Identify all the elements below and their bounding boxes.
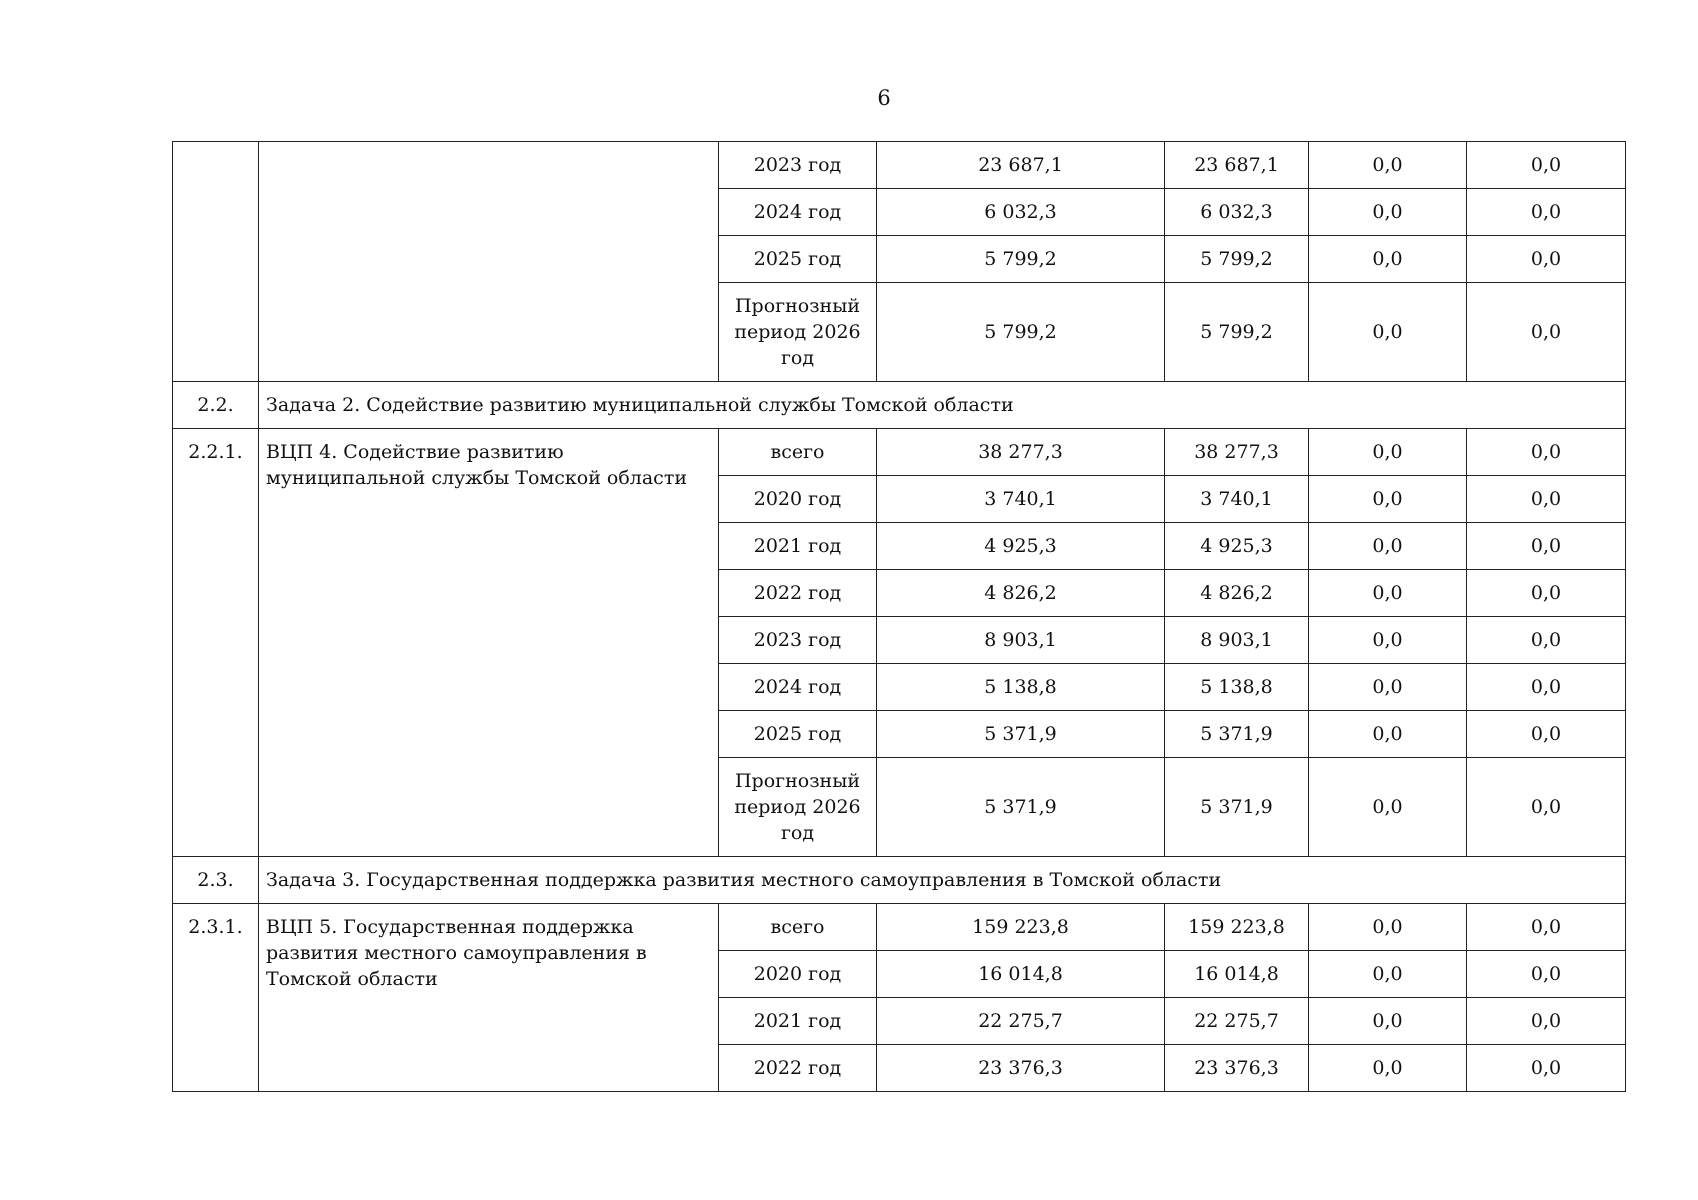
period-cell: 2025 год — [719, 236, 877, 283]
task-number: 2.3. — [173, 857, 259, 904]
value-cell-v4: 0,0 — [1467, 142, 1626, 189]
value-cell-v1: 6 032,3 — [877, 189, 1165, 236]
item-name: ВЦП 4. Содействие развитию муниципальной службы Томской области — [259, 429, 719, 857]
value-cell-v1: 16 014,8 — [877, 951, 1165, 998]
value-cell-v4: 0,0 — [1467, 1045, 1626, 1092]
value-cell-v4: 0,0 — [1467, 998, 1626, 1045]
value-cell-v2: 5 371,9 — [1165, 711, 1309, 758]
task-title: Задача 3. Государственная поддержка развития местного самоуправления в Томской области — [259, 857, 1626, 904]
value-cell-v2: 6 032,3 — [1165, 189, 1309, 236]
period-cell: 2024 год — [719, 189, 877, 236]
value-cell-v4: 0,0 — [1467, 476, 1626, 523]
table-row — [173, 142, 1626, 189]
period-cell: 2021 год — [719, 523, 877, 570]
value-cell-v1: 4 826,2 — [877, 570, 1165, 617]
period-cell: 2023 год — [719, 617, 877, 664]
value-cell-v4: 0,0 — [1467, 429, 1626, 476]
period-cell: Прогнозный период 2026 год — [719, 283, 877, 382]
value-cell-v1: 5 138,8 — [877, 664, 1165, 711]
value-cell-v4: 0,0 — [1467, 523, 1626, 570]
value-cell-v1: 5 371,9 — [877, 711, 1165, 758]
value-cell-v2: 5 799,2 — [1165, 283, 1309, 382]
value-cell-v1: 22 275,7 — [877, 998, 1165, 1045]
value-cell-v3: 0,0 — [1309, 998, 1467, 1045]
period-cell: 2023 год — [719, 142, 877, 189]
table-row — [173, 904, 1626, 951]
value-cell-v1: 5 371,9 — [877, 758, 1165, 857]
value-cell-v3: 0,0 — [1309, 189, 1467, 236]
value-cell-v4: 0,0 — [1467, 236, 1626, 283]
financing-table — [172, 141, 1626, 1092]
value-cell-v1: 23 687,1 — [877, 142, 1165, 189]
task-number: 2.2. — [173, 382, 259, 429]
value-cell-v3: 0,0 — [1309, 570, 1467, 617]
value-cell-v3: 0,0 — [1309, 1045, 1467, 1092]
page-number: 6 — [877, 86, 891, 110]
value-cell-v2: 5 371,9 — [1165, 758, 1309, 857]
table-row — [173, 429, 1626, 476]
period-cell: 2022 год — [719, 1045, 877, 1092]
value-cell-v3: 0,0 — [1309, 523, 1467, 570]
value-cell-v1: 23 376,3 — [877, 1045, 1165, 1092]
value-cell-v2: 4 826,2 — [1165, 570, 1309, 617]
value-cell-v3: 0,0 — [1309, 283, 1467, 382]
period-cell: всего — [719, 904, 877, 951]
value-cell-v4: 0,0 — [1467, 189, 1626, 236]
value-cell-v1: 4 925,3 — [877, 523, 1165, 570]
value-cell-v4: 0,0 — [1467, 951, 1626, 998]
period-cell: 2020 год — [719, 951, 877, 998]
value-cell-v3: 0,0 — [1309, 951, 1467, 998]
value-cell-v3: 0,0 — [1309, 664, 1467, 711]
period-cell: 2020 год — [719, 476, 877, 523]
value-cell-v2: 38 277,3 — [1165, 429, 1309, 476]
value-cell-v2: 5 138,8 — [1165, 664, 1309, 711]
value-cell-v2: 22 275,7 — [1165, 998, 1309, 1045]
value-cell-v1: 5 799,2 — [877, 283, 1165, 382]
value-cell-v4: 0,0 — [1467, 570, 1626, 617]
period-cell: всего — [719, 429, 877, 476]
value-cell-v3: 0,0 — [1309, 758, 1467, 857]
value-cell-v2: 23 376,3 — [1165, 1045, 1309, 1092]
value-cell-v3: 0,0 — [1309, 711, 1467, 758]
value-cell-v2: 4 925,3 — [1165, 523, 1309, 570]
item-number: 2.3.1. — [173, 904, 259, 1092]
value-cell-v2: 8 903,1 — [1165, 617, 1309, 664]
value-cell-v1: 38 277,3 — [877, 429, 1165, 476]
value-cell-v2: 23 687,1 — [1165, 142, 1309, 189]
value-cell-v4: 0,0 — [1467, 904, 1626, 951]
value-cell-v3: 0,0 — [1309, 142, 1467, 189]
value-cell-v4: 0,0 — [1467, 283, 1626, 382]
period-cell: 2025 год — [719, 711, 877, 758]
value-cell-v2: 16 014,8 — [1165, 951, 1309, 998]
value-cell-v1: 5 799,2 — [877, 236, 1165, 283]
value-cell-v3: 0,0 — [1309, 617, 1467, 664]
value-cell-v3: 0,0 — [1309, 429, 1467, 476]
task-row — [173, 382, 1626, 429]
value-cell-v1: 159 223,8 — [877, 904, 1165, 951]
period-cell: 2022 год — [719, 570, 877, 617]
value-cell-v2: 5 799,2 — [1165, 236, 1309, 283]
value-cell-v3: 0,0 — [1309, 476, 1467, 523]
value-cell-v3: 0,0 — [1309, 236, 1467, 283]
value-cell-v4: 0,0 — [1467, 758, 1626, 857]
task-title: Задача 2. Содействие развитию муниципальной службы Томской области — [259, 382, 1626, 429]
value-cell-v4: 0,0 — [1467, 664, 1626, 711]
period-cell: 2021 год — [719, 998, 877, 1045]
item-number: 2.2.1. — [173, 429, 259, 857]
value-cell-v2: 159 223,8 — [1165, 904, 1309, 951]
item-name: ВЦП 5. Государственная поддержка развития местного самоуправления в Томской области — [259, 904, 719, 1092]
value-cell-v1: 3 740,1 — [877, 476, 1165, 523]
value-cell-v2: 3 740,1 — [1165, 476, 1309, 523]
item-number — [173, 142, 259, 382]
period-cell: 2024 год — [719, 664, 877, 711]
period-cell: Прогнозный период 2026 год — [719, 758, 877, 857]
value-cell-v4: 0,0 — [1467, 617, 1626, 664]
task-row — [173, 857, 1626, 904]
item-name — [259, 142, 719, 382]
value-cell-v3: 0,0 — [1309, 904, 1467, 951]
value-cell-v1: 8 903,1 — [877, 617, 1165, 664]
value-cell-v4: 0,0 — [1467, 711, 1626, 758]
